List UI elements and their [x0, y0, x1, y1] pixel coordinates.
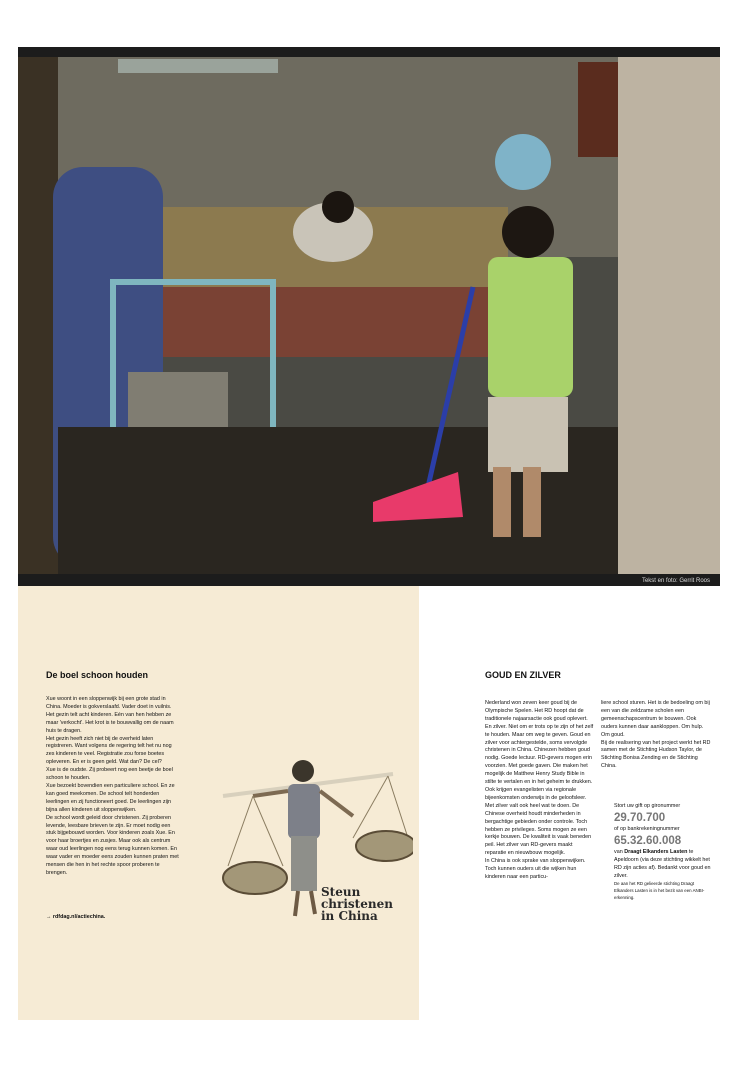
recipient-name: Draagt Elkanders Lasten [624, 848, 688, 855]
paragraph: Xue is de oudste. Zij probeert nog een beetje de boel schoon te houden. [46, 767, 173, 782]
bank-number: 65.32.60.008 [614, 834, 682, 847]
paragraph: Xue bezoekt bovendien een particuliere school. En ze kan goed meekomen. De school telt honderden leerlingen en zij functioneert goed. De leerlingen zijn bijna allen kinderen uit sloppenwijken. [46, 782, 175, 813]
photo-scene [18, 57, 720, 574]
bank-intro: of op bankrekeningnummer [614, 825, 680, 832]
photo-frame [18, 47, 720, 586]
paragraph: Bij de realisering van het project werkt het RD samen met de Stichting Hudson Taylor, de Stichting Bonisa Zending en de Stichting China. [601, 739, 711, 770]
donation-box [614, 803, 714, 901]
recipient-prefix: van [614, 848, 625, 855]
paragraph: Nederland won zeven keer goud bij de Olympische Spelen. Het RD hoopt dat de traditionele najaarsactie ook goud oplevert. En zilver. Niet om er trots op te zijn of het zelf te houden. Maar om weg te geven. Goud en zilver voor achtergestelde, soms vervolgde christenen in China. Chinezen hebben goud nodig. Goede lectuur. RD-gevers mogen erin voorzien. Met goede gaven. Die maken het mogelijk de Matthew Henry Study Bible in stilte te vertalen en in het geheim te drukken. Ook krijgen evangelisten via regionale bijeenkomsten onderwijs in de geloofsleer. [485, 700, 594, 801]
left-panel [18, 586, 419, 1020]
campaign-title-line: in China [321, 909, 378, 923]
anbi-footnote: De aan het RD gelieerde stichting Draagt Elkanders Lasten is in het bezit van een ANBI-erkenning. [614, 881, 705, 901]
left-article-body [46, 696, 181, 878]
main-photo [18, 57, 720, 574]
right-article-column-2 [601, 700, 713, 771]
left-article-title: De boel schoon houden [46, 670, 149, 680]
paragraph: De school wordt geleid door christenen. Zij proberen levende, leesbare brieven te zijn. Er moet nodig een stuk bijgebouwd worden. Voor kinderen zoals Xue. En voor haar broertjes en zusjes. Maar ook als centrum waar oud leerlingen nog eens terug kunnen komen. En waar vader en moeder eens zouden kunnen praten met mensen die hen in het rechte spoor proberen te brengen. [46, 814, 179, 876]
action-link[interactable]: → rdfdag.nl/actiechina. [46, 914, 106, 920]
photo-credit: Tekst en foto: Gerrit Roos [641, 578, 710, 584]
paragraph: Met zilver valt ook heel wat te doen. De Chinese overheid houdt minderheden in bergachtige gebieden onder controle. Toch hebben ze privileges. Soms mogen ze een kerkje bouwen. De kwaliteit is vaak beneden peil. Het zilver van RD-gevers maakt reparatie en nieuwbouw mogelijk. [485, 802, 592, 857]
giro-number: 29.70.700 [614, 811, 666, 824]
paragraph: Xue woont in een sloppenwijk bij een grote stad in China. Moeder is gokverslaafd. Vader doet in vuilnis. Het gezin telt acht kinderen. Eén van hen hebben ze maar 'verkocht'. Het krot is te bouwvallig om de naam huis te dragen. [46, 696, 174, 734]
recipient-line [614, 849, 714, 881]
paragraph: Het gezin heeft zich niet bij de overheid laten registreren. Want volgens de regering telt het nu nog zes kinderen te veel. Registratie zou forse boetes opleveren. En er is geen geld. Wat dan? De cel? [46, 735, 172, 766]
right-article-title: GOUD EN ZILVER [485, 670, 561, 680]
right-article-column-1 [485, 700, 594, 882]
paragraph: liere school sturen. Het is de bedoeling om bij een van die zeldzame scholen een gemeenschapscentrum te bouwen. Ook ouders kunnen daar aankloppen. Om hulp. Om goud. [601, 700, 710, 738]
recipient-suffix: te Apeldoorn (via deze stichting wikkelt het RD zijn acties af). Bedankt voor goud en zilver. [614, 848, 711, 879]
campaign-title-line: christenen [321, 897, 393, 911]
campaign-title-line: Steun [321, 885, 361, 899]
paragraph: In China is ook sprake van sloppenwijken. Toch kunnen ouders uit die wijken hun kinderen naar een particu- [485, 858, 586, 880]
giro-intro: Stort uw gift op gironummer [614, 803, 681, 809]
campaign-title [321, 886, 393, 922]
